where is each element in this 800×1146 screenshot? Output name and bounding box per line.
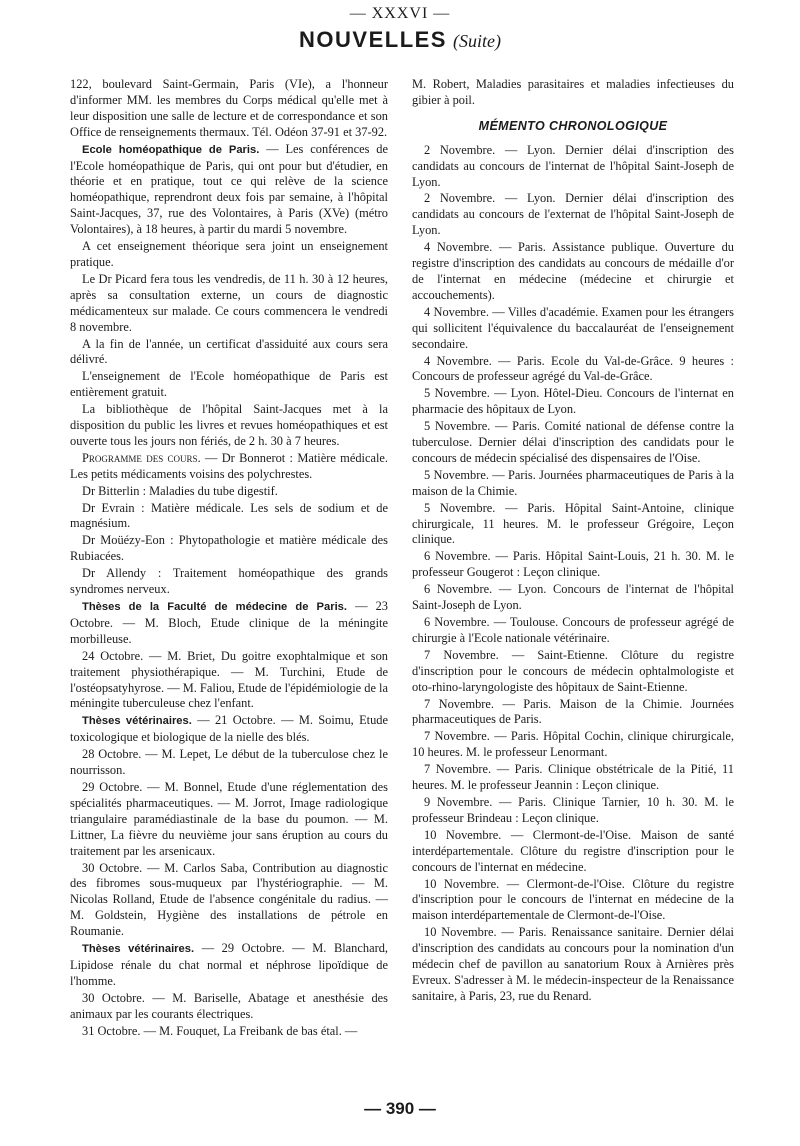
paragraph: 28 Octobre. — M. Lepet, Le début de la tuberculose chez le nourrisson.: [70, 747, 388, 778]
memento-item: 5 Novembre. — Paris. Comité national de défense contre la tuberculose. Dernier délai d'inscription des candidats pour le concours de médecin spécialisé des dispensaires de l'Oise.: [412, 419, 734, 465]
paragraph-lead: Thèses vétérinaires.: [82, 715, 192, 728]
paragraph: [70, 142, 388, 238]
memento-item: 2 Novembre. — Lyon. Dernier délai d'inscription des candidats au concours de l'externat de l'hôpital Saint-Joseph de Lyon.: [412, 191, 734, 238]
paragraph: A cet enseignement théorique sera joint un enseignement pratique.: [70, 239, 388, 269]
memento-item: 6 Novembre. — Toulouse. Concours de professeur agrégé de chirurgie à l'Ecole nationale vétérinaire.: [412, 615, 734, 645]
title-text: NOUVELLES: [299, 27, 447, 52]
memento-item: 4 Novembre. — Paris. Ecole du Val-de-Grâce. 9 heures : Concours de professeur agrégé du Val-de-Grâce.: [412, 353, 734, 384]
paragraph: Dr Moüézy-Eon : Phytopathologie et matière médicale des Rubiacées.: [70, 533, 388, 564]
memento-item: 7 Novembre. — Paris. Clinique obstétricale de la Pitié, 11 heures. M. le professeur Jeannin : Leçon clinique.: [412, 762, 734, 793]
memento-item: 7 Novembre. — Paris. Maison de la Chimie. Journées pharmaceutiques de Paris.: [412, 696, 734, 727]
memento-item: 9 Novembre. — Paris. Clinique Tarnier, 10 h. 30. M. le professeur Brindeau : Leçon clinique.: [412, 794, 734, 825]
memento-item: 6 Novembre. — Lyon. Concours de l'internat de l'hôpital Saint-Joseph de Lyon.: [412, 582, 734, 613]
paragraph: Dr Allendy : Traitement homéopathique des grands syndromes nerveux.: [70, 566, 388, 597]
paragraph: 24 Octobre. — M. Briet, Du goitre exophtalmique et son traitement physiothérapique. — M. Turchini, Etude de l'ostéopsatyhyrose. — M. Faliou, Etude de l'épidémiologie de la méningite tuberculeuse chez l'enfant.: [70, 648, 388, 711]
paragraph: [70, 713, 388, 746]
paragraph: L'enseignement de l'Ecole homéopathique de Paris est entièrement gratuit.: [70, 369, 388, 400]
paragraph: Dr Bitterlin : Maladies du tube digestif.: [82, 483, 278, 498]
paragraph: 30 Octobre. — M. Carlos Saba, Contribution au diagnostic des fibromes sous-muqueux par l'hystériographie. — M. Nicolas Rolland, Etude de l'absence congénitale du radius. — M. Goldstein, Hygiène des installations de pétrole en Roumanie.: [70, 860, 388, 939]
memento-item: 7 Novembre. — Saint-Etienne. Clôture du registre d'inscription pour le concours de médecin ophtalmologiste et oto-rhino-laryngologiste des hôpitaux de Saint-Etienne.: [412, 647, 734, 694]
paragraph: 30 Octobre. — M. Bariselle, Abatage et anesthésie des animaux par les courants électriques.: [70, 990, 388, 1021]
title-suite: (Suite): [452, 31, 501, 51]
paragraph: Dr Evrain : Matière médicale. Les sels de sodium et de magnésium.: [70, 500, 388, 531]
paragraph: 29 Octobre. — M. Bonnel, Etude d'une réglementation des spécialités pharmaceutiques. — M. Jorrot, Image radiologique triangulaire paramédiastinale de la base du poumon. — M. Littner, La fièvre du neuvième jour sans éruption au cours du traitement par les arsenicaux.: [70, 779, 388, 858]
memento-item: 5 Novembre. — Paris. Hôpital Saint-Antoine, clinique chirurgicale, 11 heures. M. le professeur Grégoire, Leçon clinique.: [412, 500, 734, 547]
memento-item: 7 Novembre. — Paris. Hôpital Cochin, clinique chirurgicale, 10 heures. M. le professeur Lenormant.: [412, 729, 734, 760]
paragraph-lead: Thèses vétérinaires.: [82, 943, 195, 956]
paragraph: La bibliothèque de l'hôpital Saint-Jacques met à la disposition du public les livres et revues homéopathiques et est ouverte tous les jours non fériés, de 2 h. 30 à 7 heures.: [70, 402, 388, 448]
memento-heading: MÉMENTO CHRONOLOGIQUE: [478, 118, 668, 133]
paragraph: M. Robert, Maladies parasitaires et maladies infectieuses du gibier à poil.: [412, 77, 734, 107]
right-column: [412, 77, 734, 1006]
memento-item: 4 Novembre. — Villes d'académie. Examen pour les étrangers qui sollicitent l'équivalence du baccalauréat de l'enseignement secondaire.: [412, 304, 734, 351]
paragraph-lead: Ecole homéopathique de Paris.: [82, 143, 260, 156]
paragraph-text: — Dr Bonnerot : Matière médicale. Les petits médicaments voisins des polychrestes.: [70, 450, 388, 481]
paragraph: [70, 451, 388, 483]
roman-page-number: — XXXVI —: [349, 5, 451, 22]
paragraph-lead: Programme des cours.: [82, 450, 201, 465]
paragraph: A la fin de l'année, un certificat d'assiduité aux cours sera délivré.: [70, 336, 388, 367]
paragraph-text: — 29 Octobre. — M. Blanchard, Lipidose rénale du chat normal et néphrose lipoïdique de l'homme.: [70, 941, 388, 988]
paragraph: 31 Octobre. — M. Fouquet, La Freibank de bas étal. —: [82, 1023, 358, 1038]
paragraph: 122, boulevard Saint-Germain, Paris (VIe), a l'honneur d'informer MM. les membres du Corps médical qu'elle met à leur disposition une salle de lecture et de correspondance et son Office de renseignements thermaux. Tél. Odéon 37-91 et 37-92.: [70, 77, 388, 139]
paragraph-text: — 21 Octobre. — M. Soimu, Etude toxicologique et biologique de la nielle des blés.: [70, 713, 388, 745]
memento-item: 4 Novembre. — Paris. Assistance publique. Ouverture du registre d'inscription des candidats au concours de médaille d'or de l'internat en médecine (médecine et chirurgie et accouchements).: [412, 240, 734, 302]
memento-item: 10 Novembre. — Clermont-de-l'Oise. Clôture du registre d'inscription pour le concours de l'internat en médecine de la maison interdépartementale de Clermont-de-l'Oise.: [412, 876, 734, 923]
paragraph: [70, 941, 388, 990]
memento-item: 10 Novembre. — Clermont-de-l'Oise. Maison de santé interdépartementale. Clôture du registre d'inscription pour le concours de l'internat en médecine.: [412, 827, 734, 874]
page-number: — 390 —: [364, 1099, 436, 1118]
page-header: [0, 4, 800, 55]
paragraph-text: — Les conférences de l'Ecole homéopathique de Paris, qui ont pour but d'étudier, en théorie et en pratique, tout ce qui relève de la science homéopathique, reprendront deux fois par semaine, à l'hôpital Saint-Jacques, 37, rue des Volontaires, à Paris (XVe) (métro Volontaires), à 18 heures, à partir du mardi 5 novembre.: [70, 141, 388, 237]
section-title: [0, 26, 800, 55]
memento-item: 2 Novembre. — Lyon. Dernier délai d'inscription des candidats au concours de l'internat de l'hôpital Saint-Joseph de Lyon.: [412, 142, 734, 189]
paragraph: [70, 599, 388, 648]
paragraph-text: — 23 Octobre. — M. Bloch, Etude clinique de la méningite morbilleuse.: [70, 599, 388, 646]
memento-item: 6 Novembre. — Paris. Hôpital Saint-Louis, 21 h. 30. M. le professeur Gougerot : Leçon clinique.: [412, 549, 734, 580]
left-column: [70, 77, 388, 1040]
memento-item: 5 Novembre. — Paris. Journées pharmaceutiques de Paris à la maison de la Chimie.: [412, 467, 734, 498]
paragraph-lead: Thèses de la Faculté de médecine de Paris.: [82, 601, 348, 613]
memento-item: 10 Novembre. — Paris. Renaissance sanitaire. Dernier délai d'inscription des candidats au concours pour la nomination d'un médecin chef de pavillon au sanatorium Roux à Arnières près Evreux. S'adresser à M. le médecin-inspecteur de la Renaissance sanitaire, à Paris, 23, rue du Renard.: [412, 925, 734, 1003]
paragraph: Le Dr Picard fera tous les vendredis, de 11 h. 30 à 12 heures, après sa consultation externe, un cours de diagnostic médicamenteux sur malade. Ce cours commencera le vendredi 8 novembre.: [70, 271, 388, 334]
memento-item: 5 Novembre. — Lyon. Hôtel-Dieu. Concours de l'internat en pharmacie des hôpitaux de Lyon.: [412, 386, 734, 417]
